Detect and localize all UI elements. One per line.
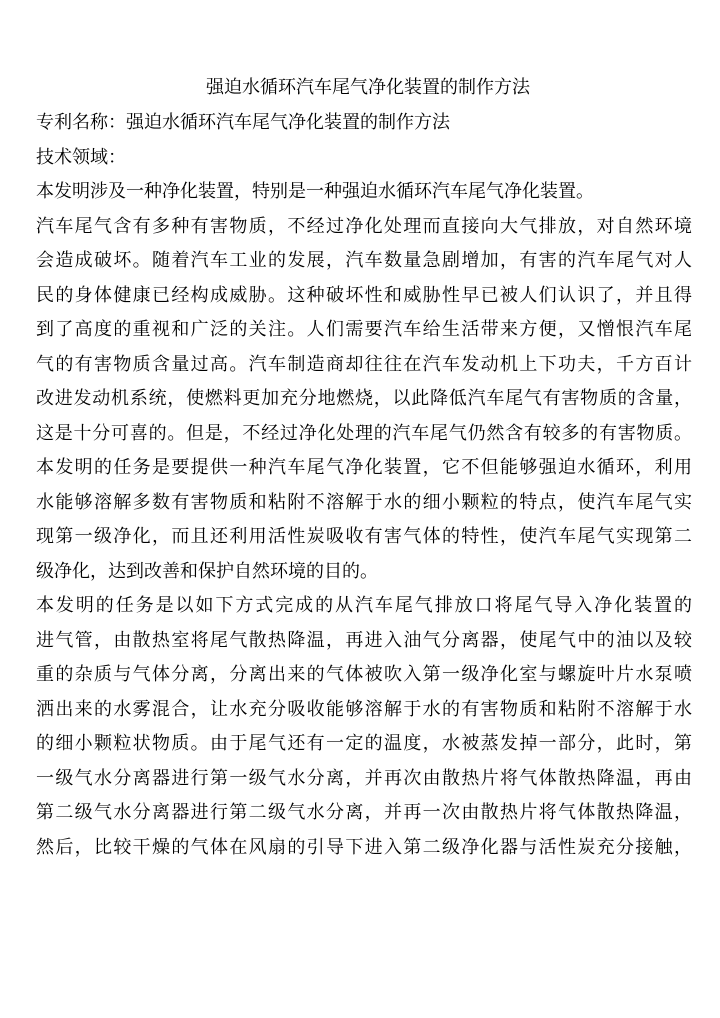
paragraph-line: 重的杂质与气体分离，分离出来的气体被吹入第一级净化室与螺旋叶片水泵喷 bbox=[36, 664, 692, 685]
technical-field-label: 技术领域： bbox=[36, 146, 126, 168]
paragraph-line: 改进发动机系统，使燃料更加充分地燃烧，以此降低汽车尾气有害物质的含量， bbox=[36, 388, 692, 409]
paragraph-3 bbox=[36, 451, 692, 589]
document-title: 强迫水循环汽车尾气净化装置的制作方法 bbox=[206, 77, 530, 98]
paragraph-line: 一级气水分离器进行第一级气水分离，并再次由散热片将气体散热降温，再由 bbox=[36, 767, 692, 789]
paragraph-line: 现第一级净化，而且还利用活性炭吸收有害气体的特性，使汽车尾气实现第二 bbox=[36, 526, 692, 547]
paragraph-2 bbox=[36, 210, 692, 452]
paragraph-line: 级净化，达到改善和保护自然环境的目的。 bbox=[36, 560, 378, 582]
paragraph-line: 会造成破坏。随着汽车工业的发展，汽车数量急剧增加，有害的汽车尾气对人 bbox=[36, 250, 692, 271]
patent-name-label: 专利名称： bbox=[36, 112, 126, 133]
paragraph-line: 进气管，由散热室将尾气散热降温，再进入油气分离器，使尾气中的油以及较 bbox=[36, 629, 692, 651]
paragraph-line: 本发明的任务是以如下方式完成的从汽车尾气排放口将尾气导入净化装置的 bbox=[36, 595, 692, 616]
paragraph-line: 水能够溶解多数有害物质和粘附不溶解于水的细小颗粒的特点，使汽车尾气实 bbox=[36, 491, 692, 513]
paragraph-4 bbox=[36, 589, 692, 865]
paragraph-line: 汽车尾气含有多种有害物质，不经过净化处理而直接向大气排放，对自然环境 bbox=[36, 215, 692, 237]
paragraph-line: 洒出来的水雾混合，让水充分吸收能够溶解于水的有害物质和粘附不溶解于水 bbox=[36, 698, 692, 720]
paragraph-line: 到了高度的重视和广泛的关注。人们需要汽车给生活带来方便，又憎恨汽车尾 bbox=[36, 319, 692, 340]
paragraph-line: 第二级气水分离器进行第二级气水分离，并再一次由散热片将气体散热降温， bbox=[36, 802, 692, 823]
paragraph-line: 民的身体健康已经构成威胁。这种破坏性和威胁性早已被人们认识了，并且得 bbox=[36, 284, 692, 306]
paragraph-line: 然后，比较干燥的气体在风扇的引导下进入第二级净化器与活性炭充分接触， bbox=[36, 836, 692, 858]
patent-name-value: 强迫水循环汽车尾气净化装置的制作方法 bbox=[126, 112, 450, 133]
paragraph-line: 这是十分可喜的。但是，不经过净化处理的汽车尾气仍然含有较多的有害物质。 bbox=[36, 422, 692, 444]
paragraph-line: 本发明的任务是要提供一种汽车尾气净化装置，它不但能够强迫水循环，利用 bbox=[36, 457, 692, 478]
patent-name-line bbox=[36, 106, 692, 141]
paragraph-1 bbox=[36, 175, 692, 210]
paragraph-line: 的细小颗粒状物质。由于尾气还有一定的温度，水被蒸发掉一部分，此时，第 bbox=[36, 733, 692, 754]
paragraph-line: 气的有害物质含量过高。汽车制造商却往往在汽车发动机上下功夫，千方百计 bbox=[36, 353, 692, 375]
paragraph-line: 本发明涉及一种净化装置，特别是一种强迫水循环汽车尾气净化装置。 bbox=[36, 181, 594, 202]
